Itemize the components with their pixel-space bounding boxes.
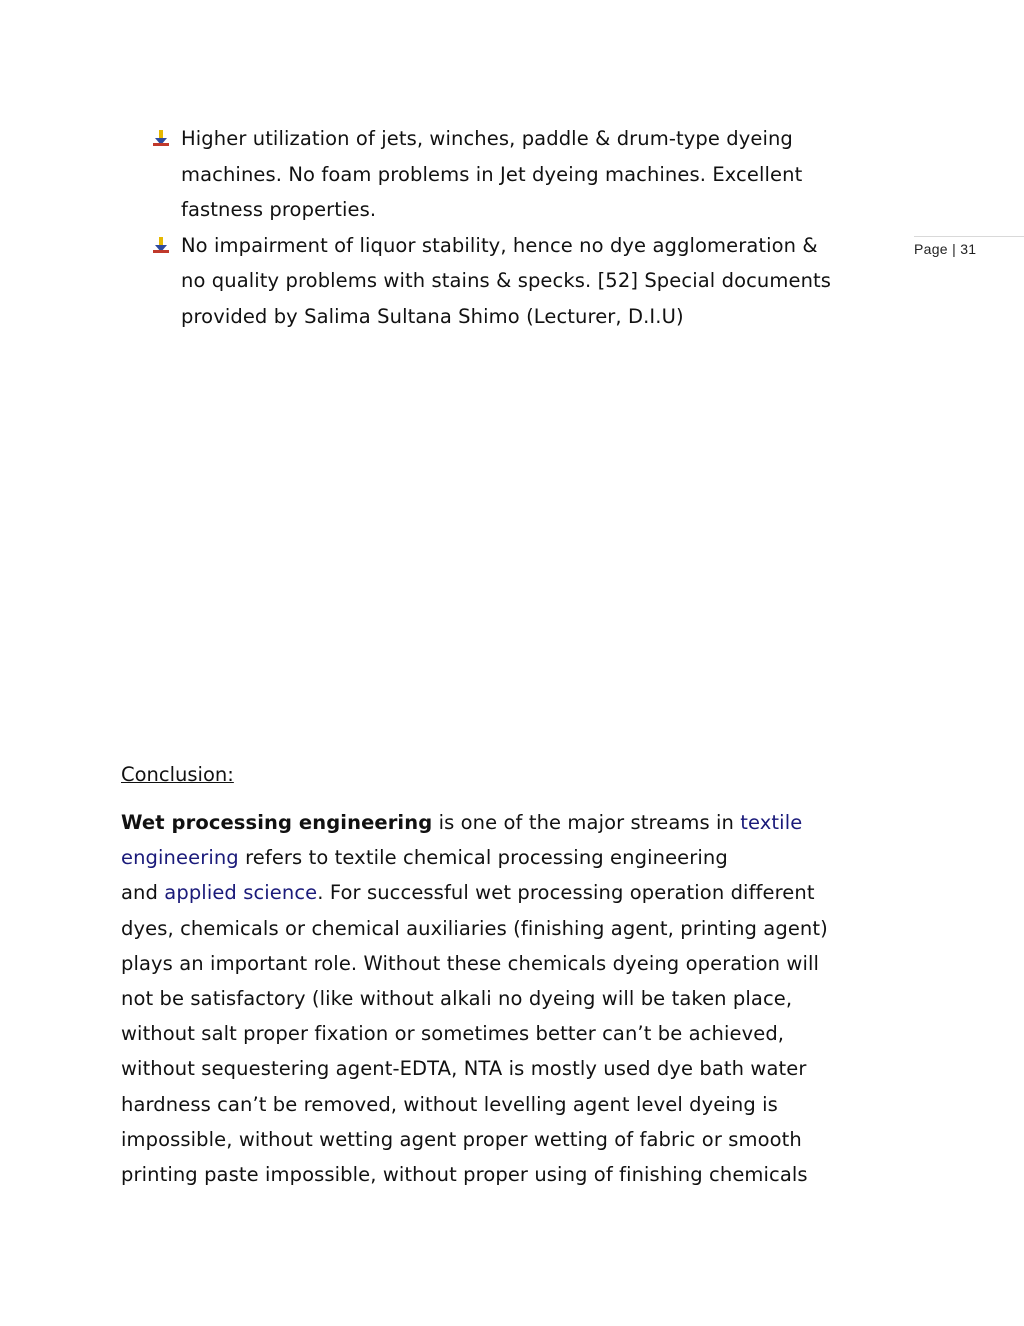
- paragraph-line: without sequestering agent-EDTA, NTA is mostly used dye bath water: [121, 1057, 807, 1081]
- paragraph-line: [121, 840, 911, 875]
- page-number-label: Page | 31: [914, 236, 1024, 257]
- paragraph-line: hardness can’t be removed, without levelling agent level dyeing is: [121, 1092, 778, 1116]
- paragraph-line: without salt proper fixation or sometimes better can’t be achieved,: [121, 1022, 785, 1046]
- conclusion-heading: Conclusion:: [121, 763, 234, 786]
- conclusion-paragraph: [121, 805, 911, 1192]
- paragraph-text: is one of the major streams in: [432, 811, 741, 834]
- paragraph-line: plays an important role. Without these chemicals dyeing operation will: [121, 951, 820, 975]
- paragraph-line: printing paste impossible, without proper using of finishing chemicals: [121, 1163, 808, 1187]
- arrow-bullet-icon: [152, 130, 170, 148]
- arrow-bullet-icon: [152, 237, 170, 255]
- bullet-text-line: No impairment of liquor stability, hence no dye agglomeration &: [181, 233, 818, 257]
- paragraph-text: and: [121, 881, 165, 905]
- paragraph-text: . For successful wet processing operation different: [317, 881, 815, 905]
- paragraph-line: not be satisfactory (like without alkali no dyeing will be taken place,: [121, 987, 793, 1011]
- bullet-text-line: no quality problems with stains & specks. [52] Special documents: [181, 269, 832, 292]
- engineering-link[interactable]: engineering: [121, 846, 239, 870]
- paragraph-line: dyes, chemicals or chemical auxiliaries (finishing agent, printing agent): [121, 916, 828, 940]
- bullet-list: [150, 121, 910, 334]
- paragraph-line: impossible, without wetting agent proper wetting of fabric or smooth: [121, 1127, 802, 1151]
- bullet-text-line: provided by Salima Sultana Shimo (Lecturer, D.I.U): [181, 304, 684, 328]
- applied-science-link[interactable]: applied science: [164, 881, 318, 905]
- textile-link[interactable]: textile: [740, 811, 803, 834]
- bullet-item: [150, 228, 910, 335]
- bullet-text-line: Higher utilization of jets, winches, paddle & drum-type dyeing: [181, 127, 793, 150]
- paragraph-line: [121, 875, 911, 910]
- bold-term: Wet processing engineering: [121, 811, 433, 834]
- bullet-text-line: fastness properties.: [181, 198, 377, 221]
- paragraph-text: refers to textile chemical processing engineering: [238, 846, 728, 870]
- bullet-item: [150, 121, 910, 228]
- bullet-text-line: machines. No foam problems in Jet dyeing machines. Excellent: [181, 162, 803, 186]
- paragraph-line: [121, 805, 911, 840]
